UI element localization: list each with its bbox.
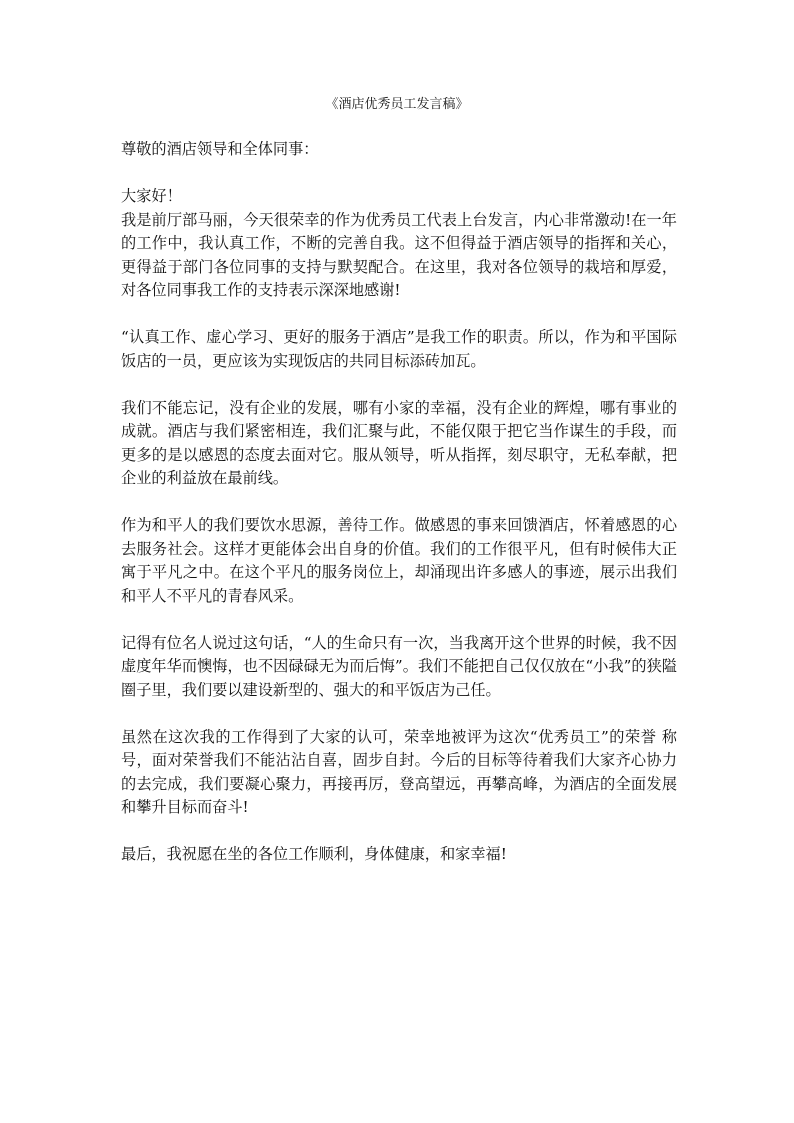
greeting: 大家好！: [121, 187, 182, 205]
document-title: 《酒店优秀员工发言稿》: [325, 97, 469, 112]
paragraph-closing: 最后，我祝愿在坐的各位工作顺利，身体健康，和家幸福!: [121, 845, 507, 863]
paragraph-gap: [121, 820, 677, 844]
paragraph-gap: [121, 303, 677, 327]
paragraph-gratitude: 作为和平人的我们要饮水思源，善待工作。做感恩的事来回馈酒店，怀着感恩的心去服务社会。这样才更能体会出自身的价值。我们的工作很平凡，但有时候伟大正寓于平凡之中。在这个平凡的服务岗位上，却涌现出许多感人的事迹，展示出我们和平人不平凡的青春风采。: [121, 516, 677, 605]
paragraph-gap: [121, 491, 677, 515]
paragraph-gap: [121, 373, 677, 397]
salutation: 尊敬的酒店领导和全体同事：: [121, 140, 319, 158]
paragraph-gap: [121, 702, 677, 726]
paragraph-gap: [121, 608, 677, 632]
paragraph-gap: [121, 162, 677, 186]
paragraph-enterprise: 我们不能忘记，没有企业的发展，哪有小家的幸福，没有企业的辉煌，哪有事业的成就。酒店与我们紧密相连，我们汇聚与此，不能仅限于把它当作谋生的手段，而更多的是以感恩的态度去面对它。服从领导，听从指挥，刻尽职守，无私奉献，把企业的利益放在最前线。: [121, 398, 677, 487]
document-body: [121, 138, 677, 867]
paragraph-responsibility: “认真工作、虚心学习、更好的服务于酒店”是我工作的职责。所以，作为和平国际饭店的一员，更应该为实现饭店的共同目标添砖加瓦。: [121, 328, 677, 370]
paragraph-honor: 虽然在这次我的工作得到了大家的认可，荣幸地被评为这次“优秀员工”的荣誉 称号，面对荣誉我们不能沾沾自喜，固步自封。今后的目标等待着我们大家齐心协力的去完成，我们要凝心聚力，再接再厉，登高望远，再攀高峰，为酒店的全面发展和攀升目标而奋斗!: [121, 727, 677, 816]
paragraph-quote: 记得有位名人说过这句话，“人的生命只有一次，当我离开这个世界的时候，我不因虚度年华而懊悔，也不因碌碌无为而后悔”。我们不能把自己仅仅放在“小我”的狭隘圈子里，我们要以建设新型的、强大的和平饭店为己任。: [121, 633, 677, 699]
paragraph-introduction: 我是前厅部马丽，今天很荣幸的作为优秀员工代表上台发言，内心非常激动!在一年的工作中，我认真工作，不断的完善自我。这不但得益于酒店领导的指挥和关心，更得益于部门各位同事的支持与默契配合。在这里，我对各位领导的栽培和厚爱，对各位同事我工作的支持表示深深地感谢!: [121, 210, 677, 299]
